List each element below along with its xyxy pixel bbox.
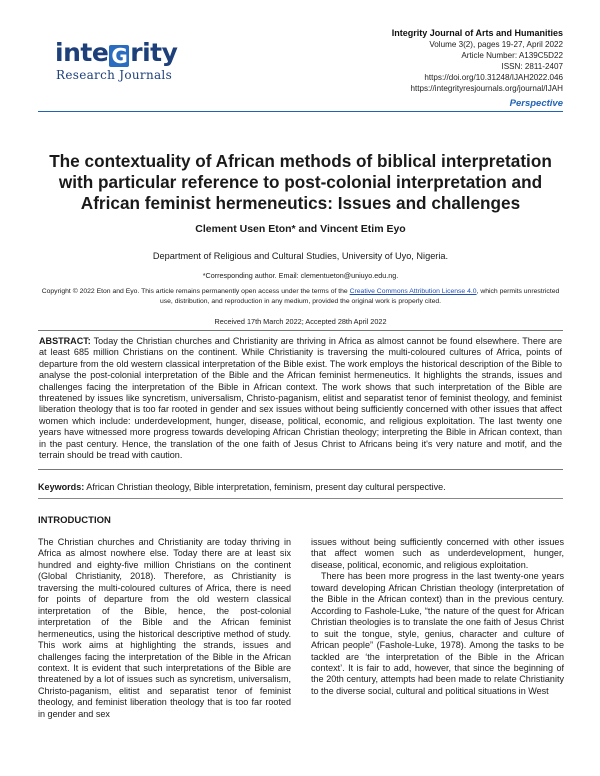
issn: ISSN: 2811-2407 — [501, 62, 563, 71]
keywords-text: African Christian theology, Bible interpretation, feminism, present day cultural perspective. — [84, 482, 446, 492]
logo-wordmark: inte G rity — [55, 38, 178, 68]
article-number: Article Number: A139C5D22 — [461, 51, 563, 60]
body-column-left — [38, 537, 291, 720]
header-divider — [38, 111, 563, 112]
logo-highlight-letter: G — [109, 45, 129, 67]
body-column-right — [311, 537, 564, 697]
received-dates: Received 17th March 2022; Accepted 28th April 2022 — [214, 317, 387, 326]
journal-logo — [55, 38, 195, 84]
section-heading-introduction: INTRODUCTION — [38, 515, 111, 526]
keywords-label: Keywords: — [38, 482, 85, 492]
keywords-divider — [38, 498, 563, 499]
authors: Clement Usen Eton* and Vincent Etim Eyo — [195, 223, 406, 235]
journal-info — [392, 27, 563, 94]
paragraph: There has been more progress in the last twenty-one years toward developing African Christian theology (interpretation of the Bible in the African context) than in the previous century. According to Fashole-Luke, “the nature of the quest for African Christian theologies is to translate the one faith of Jesus Christ to suit the tongue, style, genius, character and culture of African people” (Fashole-Luke, 1978). Among the tasks to be tackled are ‘the interpretation of the Bible in the African context’. It is fair to add, however, that since the beginning of the 20th century, attempts had been made to relate Christianity to the diverse social, cultural and political situations in West — [311, 571, 564, 696]
paragraph: issues without being sufficiently concerned with other issues that affect women such as underdevelopment, hunger, disease, political, economic, and religious exploitation. — [311, 537, 564, 570]
journal-name: Integrity Journal of Arts and Humanities — [391, 28, 563, 38]
logo-subtitle: Research Journals — [56, 68, 173, 82]
abstract-label: ABSTRACT: — [39, 336, 91, 346]
license-link[interactable]: Creative Commons Attribution License 4.0 — [349, 288, 477, 295]
keywords — [38, 482, 563, 493]
abstract-text: Today the Christian churches and Christianity are thriving in Africa as almost cannot be found elsewhere. There are at least 685 million Christians on the continent. While Christianity is traversing the multi-coloured cultures of Africa, points of departure from the old western classical interpretation of the Bible exist. The work employs the historical description of the Bible to analyse the post-colonial interpretation of the Bible and the African feminist hermeneutics. It highlights the strands, issues and challenges facing the interpretation of the Bible in African context. The work shows that such interpretation of the Bible are threatened by issues like syncretism, universalism, Christo-paganism, elitist and separatist tenor of feminist theology, and feminist liberation theology that is too far rooted in gender and sex issues without being sufficiently concerned with other issues that affect women which include: underdevelopment, hunger, disease, political, economic, and religious exploitation. The last twenty one years have witnessed more progress towards developing African Christian theology; interpreting the Bible in African context, than in the past century. Hence, the translation of the one faith of Jesus Christ to Africans being it's very nature and motif, and the terrain should be tread with caution. — [39, 336, 562, 461]
journal-url-link[interactable]: https://integrityresjournals.org/journal/IJAH — [410, 84, 563, 93]
copyright-notice: Copyright © 2022 Eton and Eyo. This article remains permanently open access under the terms of the Creative Commons Attribution License 4.0, which permits unrestricted use, distribution, and reproduction in any medium, provided the original work is properly cited. — [41, 288, 560, 305]
abstract — [38, 330, 563, 470]
affiliation: Department of Religious and Cultural Studies, University of Uyo, Nigeria. — [152, 251, 449, 261]
paragraph: The Christian churches and Christianity are today thriving in Africa as almost nowhere else. Today there are at least six hundred and eighty-five million Christians on the continent (Global Christianity, 2018). Therefore, as Christianity is traversing the multi-coloured cultures of Africa, there is need for points of departure from the old western classical interpretation of the Bible, hence, the post-colonial interpretation of the Bible and the African feminist hermeneutics, using the historical descriptive method of study. This work aims at highlighting the strands, issues and challenges facing the interpretation of the Bible in the African context. It is evident that such interpretations of the Bible are threatened by a lot of issues such as syncretism, universalism, Christo-paganism, elitist and separatist tenor of feminist theology, and feminist liberation theology that is too far rooted in gender and sex — [38, 537, 291, 719]
journal-volume: Volume 3(2), pages 19-27, April 2022 — [429, 40, 563, 49]
article-type: Perspective — [509, 98, 563, 109]
corresponding-author: *Corresponding author. Email: clementueton@uniuyo.edu.ng. — [202, 271, 399, 280]
doi-link[interactable]: https://doi.org/10.31248/IJAH2022.046 — [424, 73, 563, 82]
article-title: The contextuality of African methods of biblical interpretation with particular reference to post-colonial interpretation and African feminist hermeneutics: Issues and challenges — [49, 151, 552, 213]
